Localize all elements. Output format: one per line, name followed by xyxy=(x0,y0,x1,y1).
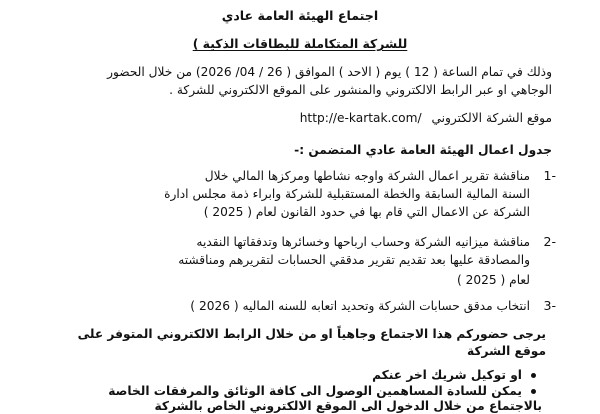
page-title: اجتماع الهيئة العامة عادي xyxy=(221,8,379,23)
agenda-item-3-line-1: انتخاب مدقق حسابات الشركة وتحديد اتعابه للسنه الماليه ( 2026 ) xyxy=(190,299,530,313)
company-name xyxy=(0,36,600,52)
meeting-time-line: وذلك في تمام الساعة ( 12 ) يوم ( الاحد ) الموافق ( 26 / 04/ 2026) من خلال الحضور xyxy=(107,65,552,79)
agenda-item-1-line-3: الشركة عن الاعمال التي قام بها في حدود القانون لعام ( 2025 ) xyxy=(203,205,530,219)
bullet-item-1: او توكيل شريك اخر عنكم xyxy=(372,368,522,382)
agenda-item-number-1: -1 xyxy=(543,168,556,183)
meeting-attendance-line: الوجاهي او عبر الرابط الالكتروني والمنشور على الموقع الالكتروني للشركة . xyxy=(169,83,552,97)
bullet-icon xyxy=(531,389,536,394)
agenda-item-1-line-2: السنة المالية السابقة والخطة المستقبلية للشركة وابراء ذمة مجلس ادارة xyxy=(164,187,530,201)
website-line xyxy=(300,110,552,126)
agenda-item-number-2: -2 xyxy=(543,234,556,249)
invitation-line-1: يرجى حضوركم هذا الاجتماع وجاهياً او من خلال الرابط الالكتروني المتوفر على xyxy=(77,327,546,341)
final-line: بالاجتماع من خلال الدخول الى الموقع الالكتروني الخاص بالشركة xyxy=(154,399,542,413)
bullet-icon xyxy=(531,373,536,378)
website-link[interactable]: http://e-kartak.com/ xyxy=(299,111,422,125)
agenda-item-2-line-3: لعام ( 2025 ) xyxy=(456,273,530,287)
invitation-line-2: موقع الشركة xyxy=(467,344,546,358)
agenda-item-2-line-1: مناقشة ميزانيه الشركة وحساب ارباحها وخسائرها وتدفقاتها النقديه xyxy=(196,235,530,249)
agenda-heading: جدول اعمال الهيئة العامة عادي المتضمن :- xyxy=(294,143,552,157)
website-label: موقع الشركة الالكتروني xyxy=(431,111,552,125)
company-name-text: للشركة المتكاملة للبطاقات الذكية ) xyxy=(192,36,408,51)
bullet-item-2: يمكن للسادة المساهمين الوصول الى كافة الوثائق والمرفقات الخاصة xyxy=(108,384,522,398)
agenda-item-1-line-1: مناقشة تقرير اعمال الشركة واوجه نشاطها ومركزها المالي خلال xyxy=(204,169,530,183)
agenda-item-number-3: -3 xyxy=(543,298,556,313)
agenda-item-2-line-2: والمصادقة عليها بعد تقديم تقرير مدققي الحسابات لتقريرهم ومناقشته xyxy=(178,253,530,267)
